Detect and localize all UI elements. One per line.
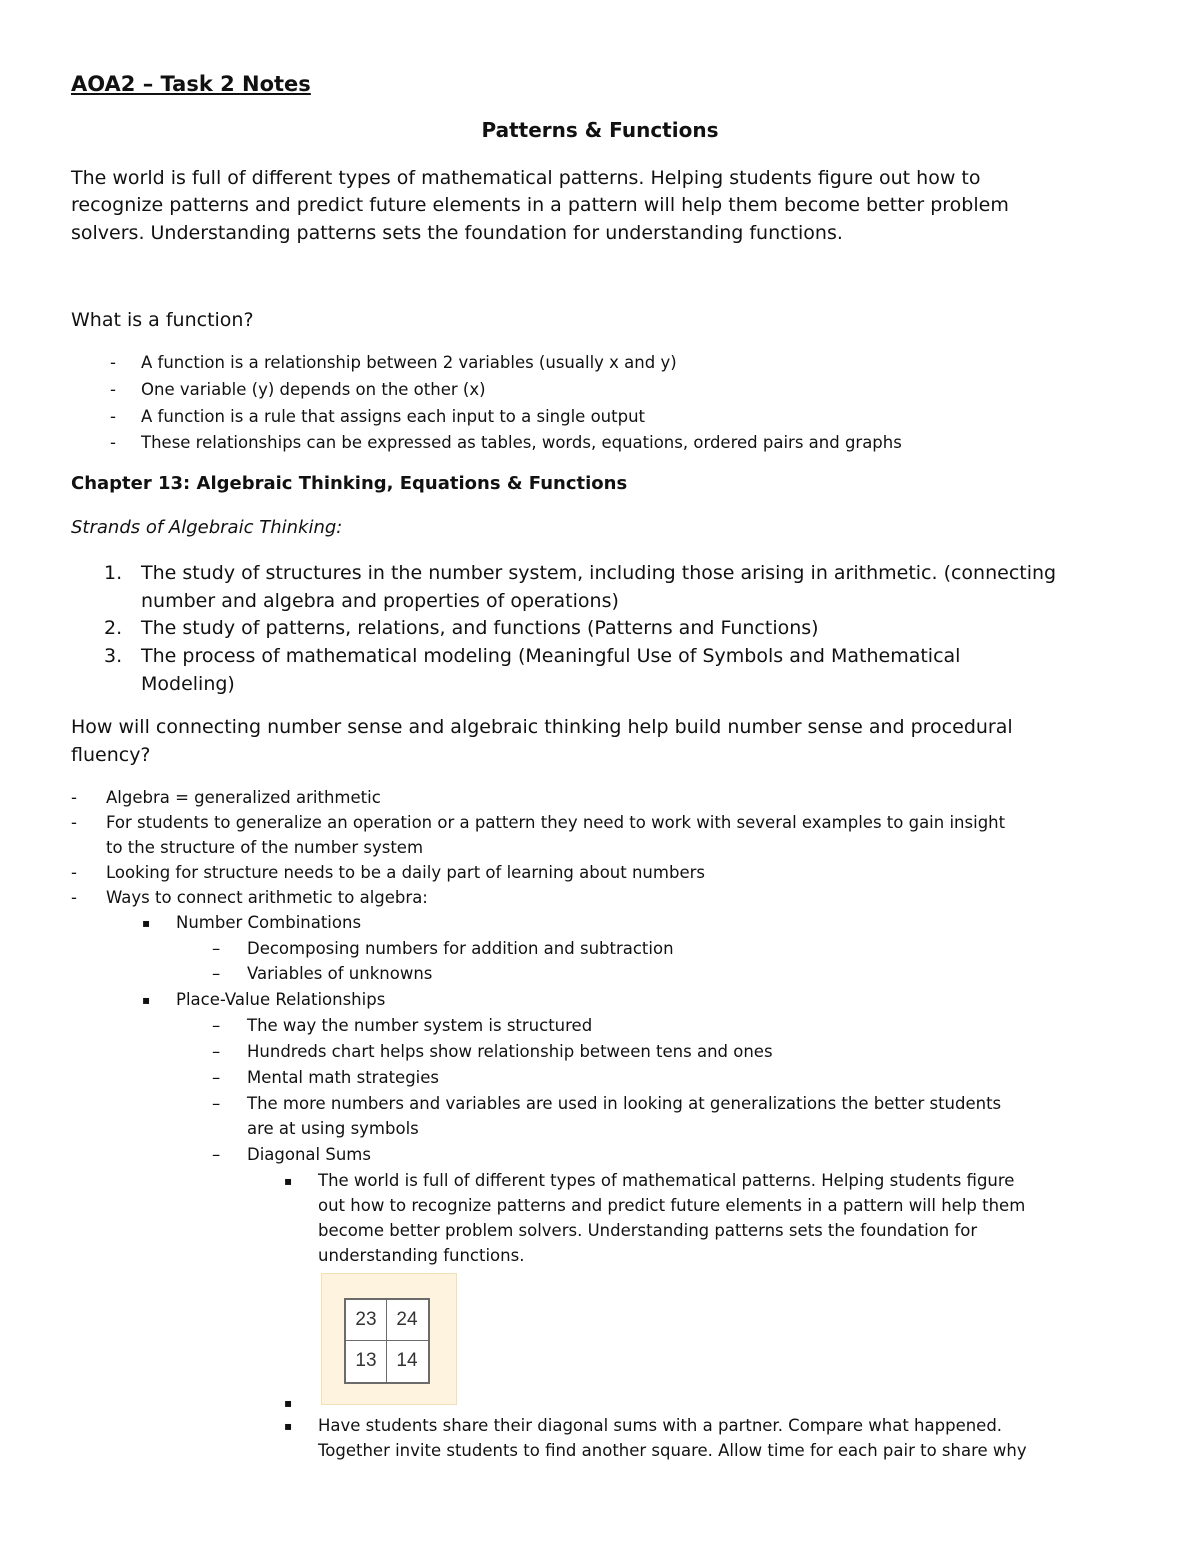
list-item: Variables of unknowns	[247, 964, 433, 983]
bullet-square: ▪	[284, 1174, 293, 1188]
list-number: 3.	[104, 645, 123, 667]
grid-cell: 13	[355, 1350, 377, 1371]
list-item: The way the number system is structured	[247, 1016, 593, 1035]
list-item: The study of structures in the number system, including those arising in arithmetic. (connecting	[141, 562, 1057, 584]
list-item: These relationships can be expressed as tables, words, equations, ordered pairs and graphs	[141, 433, 902, 452]
document-title: AOA2 – Task 2 Notes	[71, 72, 311, 96]
list-item: Place-Value Relationships	[176, 990, 386, 1009]
strands-heading: Strands of Algebraic Thinking:	[71, 517, 343, 538]
bullet-endash: –	[212, 1068, 221, 1087]
bullet-dash: -	[110, 433, 116, 452]
list-item: One variable (y) depends on the other (x)	[141, 380, 486, 399]
bullet-endash: –	[212, 1016, 221, 1035]
list-item: The more numbers and variables are used in looking at generalizations the better students	[247, 1094, 1002, 1113]
list-item: understanding functions.	[318, 1246, 525, 1265]
list-item: Decomposing numbers for addition and subtraction	[247, 939, 674, 958]
chapter-heading: Chapter 13: Algebraic Thinking, Equations & Functions	[71, 473, 628, 494]
list-item: The study of patterns, relations, and functions (Patterns and Functions)	[141, 617, 819, 639]
list-item: For students to generalize an operation or a pattern they need to work with several examples to gain insight	[106, 813, 1006, 832]
list-item: Algebra = generalized arithmetic	[106, 788, 381, 807]
grid-cell: 14	[396, 1350, 418, 1371]
list-number: 2.	[104, 617, 123, 639]
grid-divider	[386, 1300, 387, 1382]
list-item: Have students share their diagonal sums with a partner. Compare what happened.	[318, 1416, 1003, 1435]
bullet-endash: –	[212, 964, 221, 983]
intro-line: solvers. Understanding patterns sets the foundation for understanding functions.	[71, 222, 843, 244]
bullet-dash: -	[110, 380, 116, 399]
question-line: How will connecting number sense and algebraic thinking help build number sense and procedural	[71, 716, 1013, 738]
list-number: 1.	[104, 562, 123, 584]
list-item: become better problem solvers. Understanding patterns sets the foundation for	[318, 1221, 978, 1240]
bullet-dash: -	[110, 353, 116, 372]
bullet-dash: -	[110, 407, 116, 426]
bullet-dash: -	[71, 813, 77, 832]
grid-cell: 24	[396, 1309, 418, 1330]
list-item: are at using symbols	[247, 1119, 419, 1138]
bullet-square: ▪	[284, 1419, 293, 1433]
bullet-square: ▪	[142, 916, 151, 930]
list-item: The process of mathematical modeling (Meaningful Use of Symbols and Mathematical	[141, 645, 961, 667]
list-item: Hundreds chart helps show relationship between tens and ones	[247, 1042, 773, 1061]
bullet-square: ▪	[284, 1396, 293, 1410]
bullet-dash: -	[71, 888, 77, 907]
bullet-endash: –	[212, 1094, 221, 1113]
bullet-dash: -	[71, 788, 77, 807]
list-item: Number Combinations	[176, 913, 362, 932]
list-item: A function is a relationship between 2 variables (usually x and y)	[141, 353, 677, 372]
section-title: Patterns & Functions	[481, 118, 719, 142]
list-item: number and algebra and properties of operations)	[141, 590, 619, 612]
grid-square	[344, 1298, 430, 1384]
list-item: to the structure of the number system	[106, 838, 424, 857]
question-line: fluency?	[71, 744, 151, 766]
list-item: Ways to connect arithmetic to algebra:	[106, 888, 428, 907]
list-item: A function is a rule that assigns each input to a single output	[141, 407, 645, 426]
list-item: Looking for structure needs to be a daily part of learning about numbers	[106, 863, 705, 882]
list-item: Together invite students to find another square. Allow time for each pair to share why	[318, 1441, 1027, 1460]
intro-line: The world is full of different types of mathematical patterns. Helping students figure out how to	[71, 167, 981, 189]
list-item: Modeling)	[141, 673, 235, 695]
grid-cell: 23	[355, 1309, 377, 1330]
bullet-endash: –	[212, 1042, 221, 1061]
list-item: out how to recognize patterns and predict future elements in a pattern will help them	[318, 1196, 1026, 1215]
list-item: Diagonal Sums	[247, 1145, 371, 1164]
grid-divider	[346, 1340, 428, 1341]
function-question: What is a function?	[71, 309, 254, 331]
bullet-endash: –	[212, 939, 221, 958]
intro-line: recognize patterns and predict future elements in a pattern will help them become better problem	[71, 194, 1009, 216]
bullet-square: ▪	[142, 993, 151, 1007]
hundreds-chart-square	[321, 1273, 457, 1405]
bullet-endash: –	[212, 1145, 221, 1164]
list-item: The world is full of different types of mathematical patterns. Helping students figure	[318, 1171, 1015, 1190]
bullet-dash: -	[71, 863, 77, 882]
list-item: Mental math strategies	[247, 1068, 439, 1087]
